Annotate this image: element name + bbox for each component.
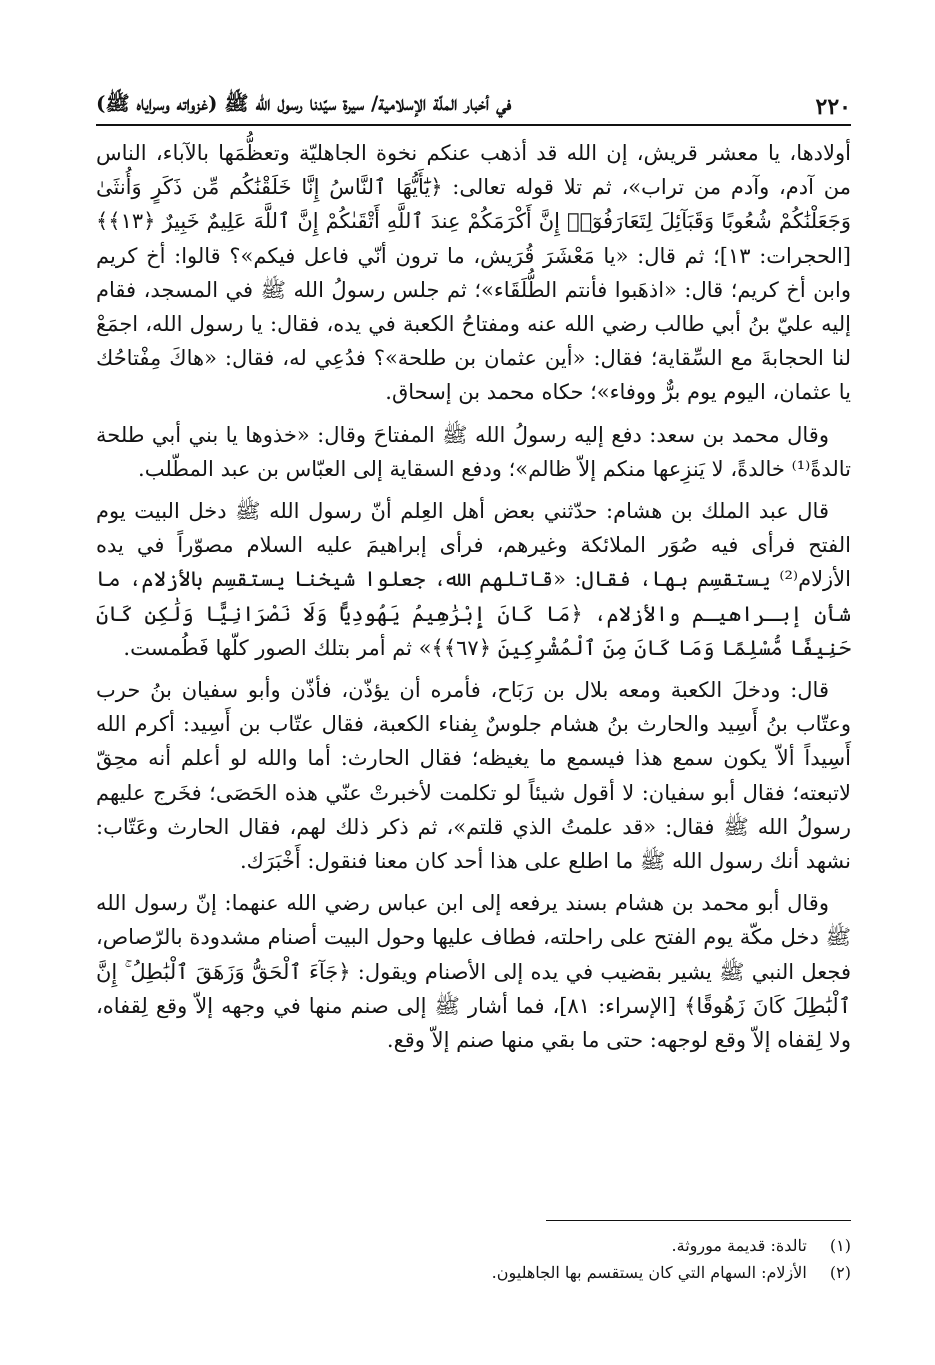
paragraph: قال: ودخلَ الكعبة ومعه بلال بن رَبَاح، فأمره أن يؤذّن، فأذّن وأبو سفيان بنُ حرب وعتّاب بنُ أَسِيد والحارث بنُ هشام جلوسٌ بِفناء الكعبة، فقال عتّاب بن أَسِيد: أكرم الله أَسِيداً ألاّ يكون سمع هذا فيسمع ما يغيظه؛ فقال الحارث: أما والله لو أعلم أنه محِقّ لاتبعته؛ فقال أبو سفيان: لا أقول شيئاً لو تكلمت لأخبرتْ عنّي هذه الحَصَى؛ فخَرج عليهم رسولُ الله ﷺ فقال: «قد علمتُ الذي قلتم»، ثم ذكر ذلك لهم، فقال الحارث وعَتّاب: نشهد أنك رسول الله ﷺ ما اطلع على هذا أحد كان معنا فنقول: أَخْبَرَك. [96, 678, 851, 874]
footnote-item [96, 1232, 851, 1259]
footnote-divider [546, 1220, 851, 1221]
page-number: ٢٢٠ [815, 94, 851, 120]
footnotes [96, 1232, 851, 1286]
running-title: في أخبار الملّة الإسلامية/ سيرة سيّدنا رسول الله ﷺ (غزواته وسراياه ﷺ) [96, 91, 512, 115]
main-text [96, 136, 851, 1065]
footnote-text: الأزلام: السهام التي كان يستقسم بها الجاهليون. [491, 1263, 807, 1282]
header-divider [96, 124, 851, 126]
paragraph: وقال محمد بن سعد: دفع إليه رسولُ الله ﷺ المفتاحَ وقال: «خذوها يا بني أبي طلحة تالدةً⁽¹⁾ خالدةً، لا يَنزِعها منكم إلاّ ظالم»؛ ودفع السقاية إلى العبّاس بن عبد المطّلب. [96, 422, 851, 481]
footnote-number: (١) [829, 1236, 851, 1255]
page-header [96, 80, 851, 120]
paragraph: أولادها، يا معشر قريش، إن الله قد أذهب عنكم نخوة الجاهليّة وتعظُّمَها بالآباء، الناس من آدم، وآدم من تراب»، ثم تلا قوله تعالى: ﴿يَٰٓأَيُّهَا ٱلنَّاسُ إِنَّا خَلَقْنَٰكُم مِّن ذَكَرٍ وَأُنثَىٰ وَجَعَلْنَٰكُمْ شُعُوبًا وَقَبَآئِلَ لِتَعَارَفُوٓا۟ إِنَّ أَكْرَمَكُمْ عِندَ ٱللَّهِ أَتْقَىٰكُمْ إِنَّ ٱللَّهَ عَلِيمٌ خَبِيرٌ ﴿١٣﴾﴾ [الحجرات: ١٣]؛ ثم قال: «يا مَعْشَرَ قُرَيش، ما ترون أنّي فاعل فيكم»؟ قالوا: أخ كريم وابن أخ كريم؛ قال: «اذهَبوا فأنتم الطُّلَقَاء»؛ ثم جلس رسولُ الله ﷺ في المسجد، فقام إليه عليّ بنُ أبي طالب رضي الله عنه ومفتاحُ الكعبة في يده، فقال: يا رسول الله، اجمَعْ لنا الحجابةَ مع السِّقاية؛ فقال: «أين عثمان بن طلحة»؟ فدُعِي له، فقال: «هاكَ مِفْتاحُك يا عثمان، اليوم يوم برٌّ ووفاء»؛ حكاه محمد بن إسحاق. [96, 141, 852, 405]
footnote-item [96, 1259, 851, 1286]
footnote-number: (٢) [829, 1263, 851, 1282]
paragraph: قال عبد الملك بن هشام: حدّثني بعض أهل العِلم أنّ رسول الله ﷺ دخل البيت يوم الفتح فرأى فيه صُوَر الملائكة وغيرهم، فرأى إبراهيمَ عليه السلام مصوّراً في يده الأزلام⁽²⁾ يستقسِم بها، فقال: «قاتلهم الله، جعلوا شيخنا يستقسِم بالأزلام، ما شأن إبـراهيـم والأزلام، ﴿مَا كَانَ إِبْرَٰهِيمُ يَهُودِيًّا وَلَا نَصْرَانِيًّا وَلَٰكِن كَانَ حَنِيفًا مُّسْلِمًا وَمَا كَانَ مِنَ ٱلْمُشْرِكِينَ ﴿٦٧﴾﴾» ثم أمر بتلك الصور كلّها فَطُمست. [96, 499, 851, 660]
footnote-text: تالدة: قديمة موروثة. [671, 1236, 807, 1255]
paragraph: وقال أبو محمد بن هشام بسند يرفعه إلى ابن عباس رضي الله عنهما: إنّ رسول الله ﷺ دخل مكّة يوم الفتح على راحلته، فطاف عليها وحول البيت أصنام مشدودة بالرّصاص، فجعل النبي ﷺ يشير بقضيب في يده إلى الأصنام ويقول: ﴿جَآءَ ٱلْحَقُّ وَزَهَقَ ٱلْبَٰطِلُ ۚ إِنَّ ٱلْبَٰطِلَ كَانَ زَهُوقًا﴾ [الإسراء: ٨١]، فما أشار ﷺ إلى صنم منها في وجهه إلاّ وقع لِقفاه، ولا لِقفاه إلاّ وقع لوجهه: حتى ما بقي منها صنم إلاّ وقع. [96, 891, 851, 1053]
